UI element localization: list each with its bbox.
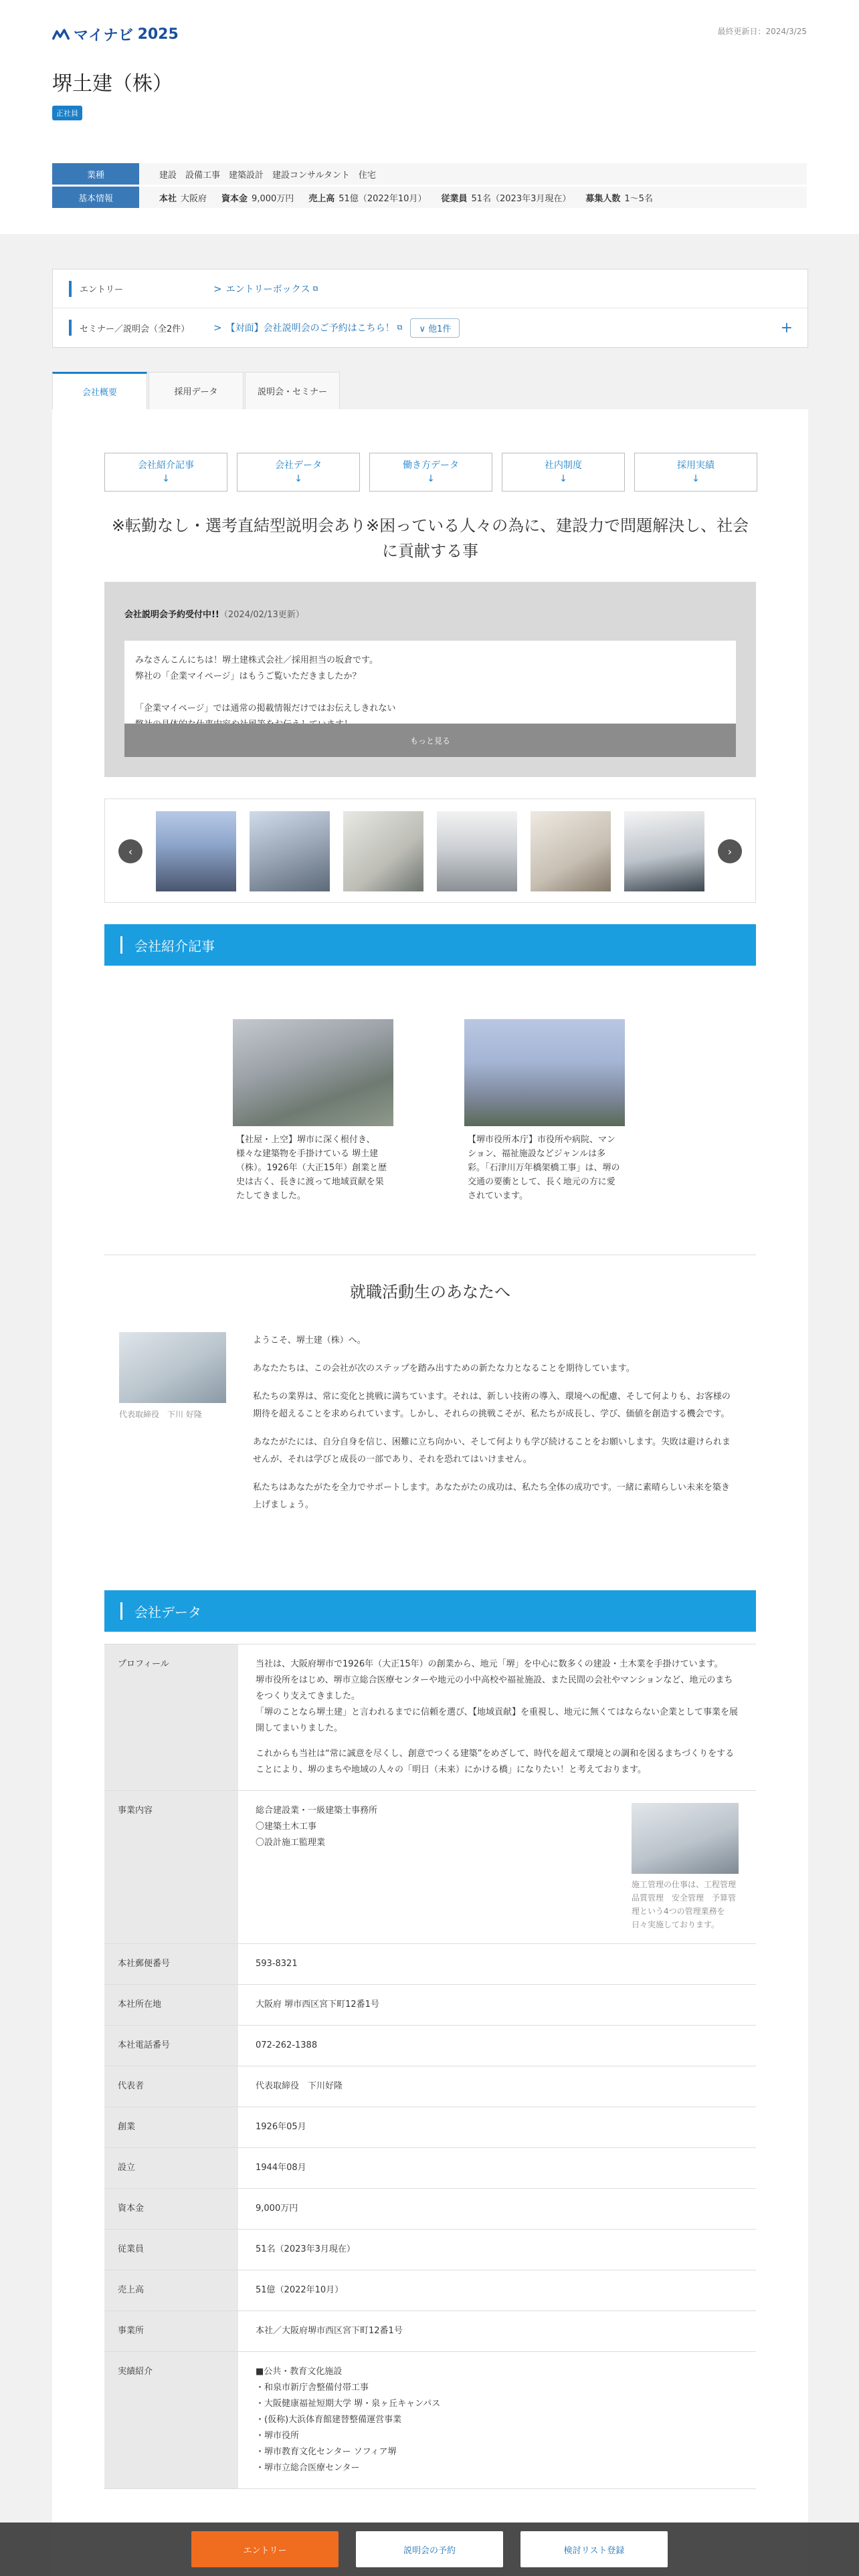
message-body: ようこそ、堺土建（株）へ。 あなたたちは、この会社が次のステップを踏み出すための新たな力となることを期待しています。 私たちの業界は、常に変化と挑戦に満ちています。それは、新しい技術の導入、環境への配慮、そして何よりも、お客様の期待を超えることを求められています。しかし、それらの挑戦こそが、私たちが成長し、学び、価値を創造する機会です。 あなたがたには、自分自身を信じ、困難に立ち向かい、そして何よりも学び続けることをお願いします。失敗は避けられませんが、それは学びと成長の一部であり、それを恐れてはいけません。 私たちはあなたがたを全力でサポートします。あなたがたの成功は、私たち全体の成功です。一緒に素晴らしい未来を築き上げましょう。 xyxy=(253,1335,731,1510)
message-title: 就職活動生のあなたへ xyxy=(350,1283,510,1301)
tab-seminars[interactable]: 説明会・セミナー xyxy=(245,372,340,409)
table-row: 代表者 代表取締役 下川好隆 xyxy=(104,2066,756,2107)
nav-company-data-button[interactable]: 会社データ ↓ xyxy=(237,453,360,492)
nav-systems-button[interactable]: 社内制度 ↓ xyxy=(502,453,625,492)
ceo-caption: 代表取締役 下川 好隆 xyxy=(119,1410,202,1419)
table-row: 本社郵便番号 593-8321 xyxy=(104,1944,756,1985)
table-row: 設立 1944年08月 xyxy=(104,2148,756,2189)
company-info-summary xyxy=(0,143,859,234)
seminar-link[interactable]: 【対面】会社説明会のご予約はこちら！ xyxy=(225,323,395,334)
carousel-photo[interactable] xyxy=(531,811,611,891)
mynavi-logo[interactable] xyxy=(52,24,179,45)
page-headline: ※転勤なし・選考直結型説明会あり※困っている人々の為に、建設力で問題解決し、社会に貢献する事 xyxy=(111,516,749,560)
chevron-right-icon: > xyxy=(213,322,222,334)
carousel-photo[interactable] xyxy=(343,811,423,891)
table-row: 実績紹介 ■公共・教育文化施設 ・和泉市新庁舎整備付帯工事 ・大阪健康福祉短期大学 堺・泉ヶ丘キャンパス ・(仮称)大浜体育館建替整備運営事業 ・堺市役所 ・堺市教育文化センター ソフィア堺 ・堺市立総合医療センター xyxy=(104,2352,756,2489)
article-caption: 【堺市役所本庁】市役所や病院、マンション、福祉施設などジャンルは多彩。「石津川万年橋架橋工事」は、堺の交通の要衝として、長く地元の方に愛されています。 xyxy=(468,1135,620,1201)
ceo-photo-block xyxy=(119,1332,226,1420)
company-name: 堺土建（株） xyxy=(52,72,173,96)
article-caption: 【社屋・上空】堺市に深く根付き、様々な建築物を手掛けている 堺土建（株）。1926年（大正15年）創業と歴史は古く、長きに渡って地域貢献を果たしてきました。 xyxy=(236,1135,387,1201)
nav-results-button[interactable]: 採用実績 ↓ xyxy=(634,453,757,492)
carousel-photo[interactable] xyxy=(437,811,517,891)
entry-box-link[interactable]: エントリーボックス xyxy=(225,284,310,295)
carousel-photo[interactable] xyxy=(624,811,704,891)
industry-value: 建設 設備工事 建築設計 建設コンサルタント 住宅 xyxy=(159,170,376,181)
notice-body: みなさんこんにちは！堺土建株式会社／採用担当の坂倉です。 弊社の「企業マイページ」はもうご覧いただきましたか？ 「企業マイページ」では通常の掲載情報だけではお伝えしきれない xyxy=(124,641,736,757)
last-updated: 最終更新日：2024/3/25 xyxy=(717,27,807,36)
logo-mark-icon xyxy=(52,29,70,41)
seminar-reserve-button[interactable]: 説明会の予約 xyxy=(356,2531,503,2567)
nav-articles-button[interactable]: 会社紹介記事 ↓ xyxy=(104,453,227,492)
notice-box xyxy=(104,582,756,777)
industry-label: 業種 xyxy=(52,163,139,185)
carousel-next-button[interactable]: › xyxy=(718,839,742,863)
article-card[interactable] xyxy=(233,1019,393,1203)
basic-info-row xyxy=(52,187,807,208)
articles-section-header: 会社紹介記事 xyxy=(104,924,756,966)
table-row: 資本金 9,000万円 xyxy=(104,2189,756,2230)
expand-plus-icon[interactable]: + xyxy=(780,319,793,336)
entry-button[interactable]: エントリー xyxy=(191,2531,339,2567)
entry-row xyxy=(53,270,807,308)
business-photo[interactable] xyxy=(632,1803,739,1874)
photo-carousel xyxy=(104,798,756,903)
article-photo[interactable] xyxy=(464,1019,625,1126)
logo-year: 2025 xyxy=(137,26,179,43)
tab-company-overview[interactable]: 会社概要 xyxy=(52,372,147,409)
table-row: 本社電話番号 072-262-1388 xyxy=(104,2026,756,2066)
industry-row xyxy=(52,163,807,185)
entry-box xyxy=(52,269,808,348)
add-to-list-button[interactable]: 検討リスト登録 xyxy=(520,2531,668,2567)
article-photo[interactable] xyxy=(233,1019,393,1126)
notice-title: 会社説明会予約受付中!!（2024/02/13更新） xyxy=(124,610,304,620)
arrow-down-icon: ↓ xyxy=(162,473,170,484)
company-title-area xyxy=(0,62,859,143)
arrow-down-icon: ↓ xyxy=(427,473,435,484)
arrow-down-icon: ↓ xyxy=(294,473,302,484)
chevron-right-icon: > xyxy=(213,282,222,295)
arrow-down-icon: ↓ xyxy=(692,473,700,484)
logo-text: マイナビ xyxy=(74,27,134,44)
seminar-row xyxy=(53,308,807,347)
other-seminars-button[interactable]: ∨ 他1件 xyxy=(410,318,460,338)
top-header xyxy=(0,0,859,62)
table-row: プロフィール 当社は、大阪府堺市で1926年（大正15年）の創業から、地元「堺」を中心に数多くの建設・土木業を手掛けています。 堺市役所をはじめ、堺市立総合医療センターや地元の小中高校や福祉施設、また民間の会社やマンションなど、地元のまちをつくり支えてきました。 「堺のことなら堺土建」と言われるまでに信頼を選び、【地域貢献】を重視し、地元に無くてはならない企業として事業を展開してまいりました。 これからも当社は“常に誠意を尽くし、創意でつくる建築”をめざして、時代を超えて環境との調和を図るまちづくりをすることにより、堺のまちや地域の人々の「明日（未来）にかける橋」になりたい！と考えております。 xyxy=(104,1644,756,1791)
carousel-photo[interactable] xyxy=(156,811,236,891)
carousel-photo[interactable] xyxy=(250,811,330,891)
seminar-label: セミナー／説明会（全2件） xyxy=(69,320,203,336)
carousel-prev-button[interactable]: ‹ xyxy=(118,839,142,863)
table-row: 売上高 51億（2022年10月） xyxy=(104,2270,756,2311)
page-tabs xyxy=(52,372,341,409)
employment-badge: 正社員 xyxy=(52,106,82,120)
basic-info-value: 本社 大阪府 資本金 9,000万円 売上高 51億（2022年10月） 従業員 51名（2023年3月現在） 募集人数 1～5名 xyxy=(159,193,653,204)
chevron-down-icon: ∨ xyxy=(419,324,429,334)
table-row: 事業所 本社／大阪府堺市西区宮下町12番1号 xyxy=(104,2311,756,2352)
table-row: 創業 1926年05月 xyxy=(104,2107,756,2148)
show-more-button[interactable]: もっと見る xyxy=(124,724,736,757)
tab-recruit-data[interactable]: 採用データ xyxy=(149,372,244,409)
main-content xyxy=(52,409,808,2576)
entry-label: エントリー xyxy=(69,281,203,297)
sticky-action-bar xyxy=(0,2523,859,2576)
company-data-section-header: 会社データ xyxy=(104,1590,756,1632)
article-card[interactable] xyxy=(464,1019,625,1203)
table-row: 本社所在地 大阪府 堺市西区宮下町12番1号 xyxy=(104,1985,756,2026)
external-link-icon: ⧉ xyxy=(397,323,403,332)
table-row: 事業内容 総合建設業・一級建築士事務所 〇建築土木工事 〇設計施工監理業 施工管理の仕事は、工程管理 品質管理 安全管理 予算管理という4つの管理業務を日々実施しております。 xyxy=(104,1791,756,1944)
table-row: 従業員 51名（2023年3月現在） xyxy=(104,2230,756,2270)
basic-info-label: 基本情報 xyxy=(52,187,139,208)
ceo-photo xyxy=(119,1332,226,1403)
section-nav xyxy=(104,453,757,492)
nav-workstyle-button[interactable]: 働き方データ ↓ xyxy=(369,453,492,492)
external-link-icon: ⧉ xyxy=(312,284,318,293)
arrow-down-icon: ↓ xyxy=(559,473,567,484)
company-data-table xyxy=(104,1644,756,2489)
